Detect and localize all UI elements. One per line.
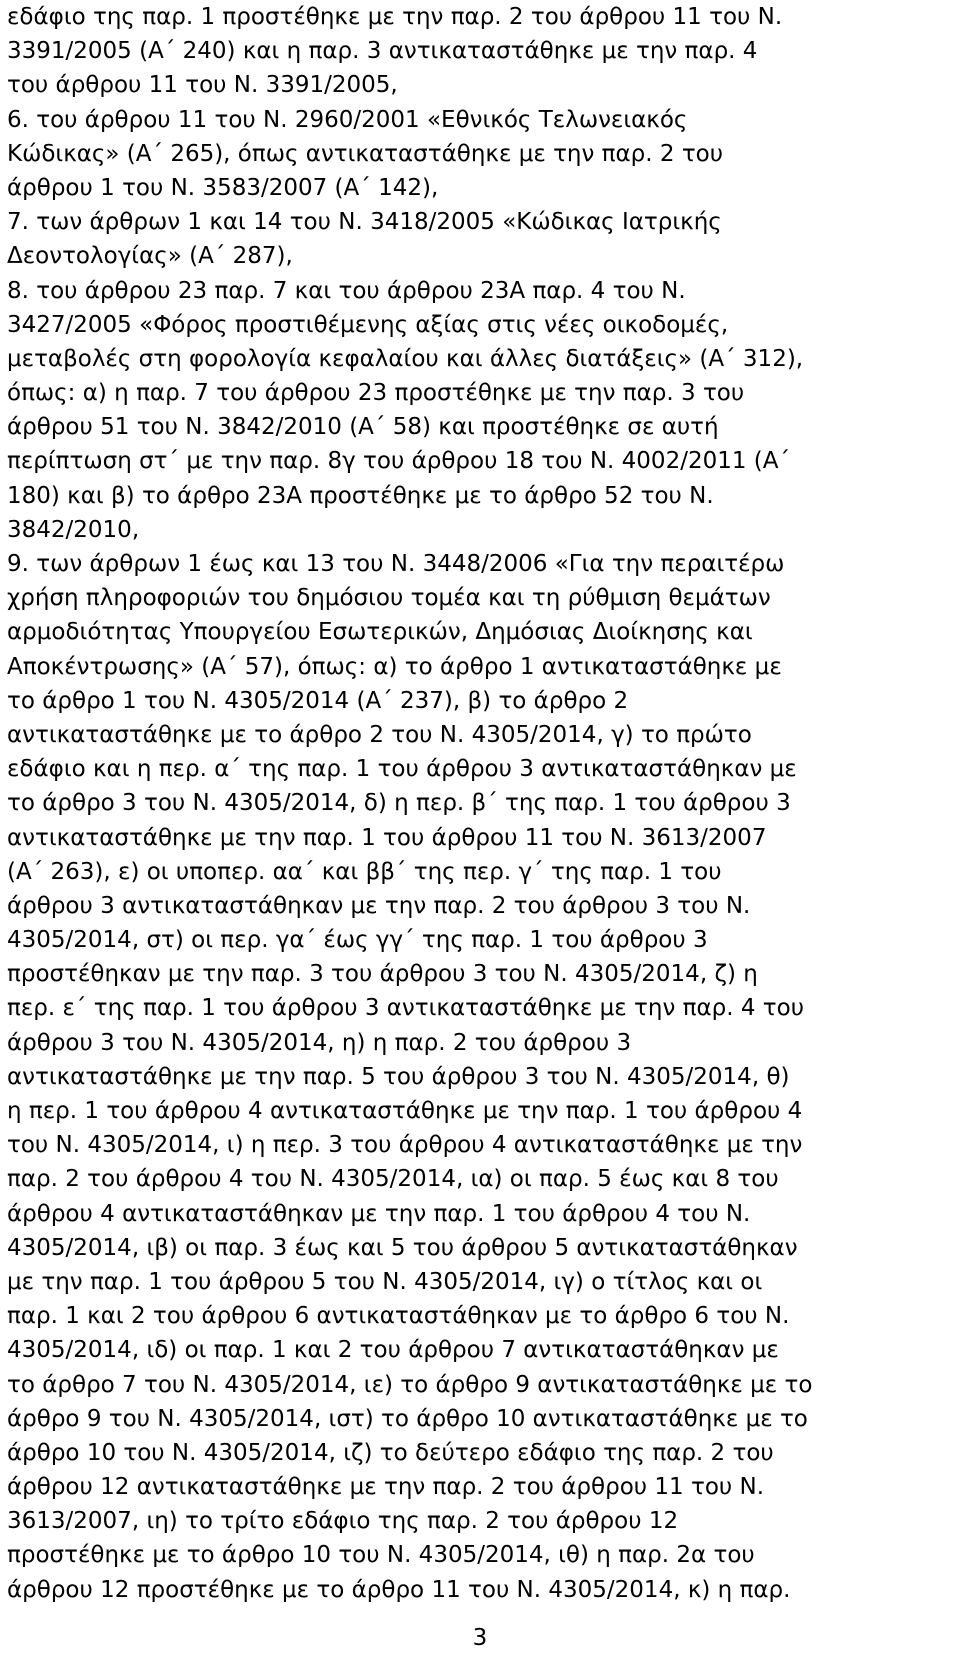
text-line: 8. του άρθρου 23 παρ. 7 και του άρθρου 23Α παρ. 4 του Ν.	[7, 277, 686, 304]
text-line: 4305/2014, στ) οι περ. γα΄ έως γγ΄ της παρ. 1 του άρθρου 3	[7, 927, 708, 954]
text-line: 3427/2005 «Φόρος προστιθέμενης αξίας στις νέες οικοδομές,	[7, 311, 729, 338]
text-line: άρθρου 4 αντικαταστάθηκαν με την παρ. 1 του άρθρου 4 του Ν.	[7, 1200, 751, 1227]
text-line: εδάφιο της παρ. 1 προστέθηκε με την παρ. 2 του άρθρου 11 του Ν.	[7, 4, 783, 30]
text-line: 3842/2010,	[7, 516, 140, 543]
text-line: 3613/2007, ιη) το τρίτο εδάφιο της παρ. 2 του άρθρου 12	[7, 1508, 679, 1535]
text-line: περίπτωση στ΄ με την παρ. 8γ του άρθρου 18 του Ν. 4002/2011 (Α΄	[7, 448, 790, 475]
text-line: (Α΄ 263), ε) οι υποπερ. αα΄ και ββ΄ της περ. γ΄ της παρ. 1 του	[7, 858, 722, 885]
text-line: περ. ε΄ της παρ. 1 του άρθρου 3 αντικαταστάθηκε με την παρ. 4 του	[7, 995, 805, 1022]
text-line: του άρθρου 11 του Ν. 3391/2005,	[7, 72, 398, 99]
page-number: 3	[472, 1625, 488, 1651]
text-line: άρθρου 12 προστέθηκε με το άρθρο 11 του Ν. 4305/2014, κ) η παρ.	[7, 1576, 791, 1603]
text-line: 3391/2005 (Α΄ 240) και η παρ. 3 αντικαταστάθηκε με την παρ. 4	[7, 38, 758, 65]
text-line: Κώδικας» (Α΄ 265), όπως αντικαταστάθηκε με την παρ. 2 του	[7, 140, 724, 167]
text-line: Δεοντολογίας» (Α΄ 287),	[7, 243, 293, 270]
text-line: το άρθρο 1 του Ν. 4305/2014 (Α΄ 237), β) το άρθρο 2	[7, 687, 629, 714]
text-line: εδάφιο και η περ. α΄ της παρ. 1 του άρθρου 3 αντικαταστάθηκαν με	[7, 756, 797, 783]
text-line: χρήση πληροφοριών του δημόσιου τομέα και τη ρύθμιση θεμάτων	[7, 585, 771, 612]
text-line: προστέθηκαν με την παρ. 3 του άρθρου 3 του Ν. 4305/2014, ζ) η	[7, 961, 758, 988]
text-line: αρμοδιότητας Υπουργείου Εσωτερικών, Δημόσιας Διοίκησης και	[7, 619, 753, 646]
text-line: 4305/2014, ιβ) οι παρ. 3 έως και 5 του άρθρου 5 αντικαταστάθηκαν	[7, 1234, 798, 1261]
text-line: αντικαταστάθηκε με το άρθρο 2 του Ν. 4305/2014, γ) το πρώτο	[7, 721, 752, 748]
text-line: άρθρου 51 του Ν. 3842/2010 (Α΄ 58) και προστέθηκε σε αυτή	[7, 414, 719, 441]
text-line: άρθρου 3 του Ν. 4305/2014, η) η παρ. 2 του άρθρου 3	[7, 1029, 632, 1056]
text-line: παρ. 1 και 2 του άρθρου 6 αντικαταστάθηκαν με το άρθρο 6 του Ν.	[7, 1303, 790, 1330]
text-line: προστέθηκε με το άρθρο 10 του Ν. 4305/2014, ιθ) η παρ. 2α του	[7, 1542, 755, 1569]
text-line: παρ. 2 του άρθρου 4 του Ν. 4305/2014, ια) οι παρ. 5 έως και 8 του	[7, 1166, 779, 1193]
text-line: 180) και β) το άρθρο 23Α προστέθηκε με το άρθρο 52 του Ν.	[7, 482, 714, 509]
text-line: 9. των άρθρων 1 έως και 13 του Ν. 3448/2006 «Για την περαιτέρω	[7, 551, 785, 577]
text-line: άρθρου 1 του Ν. 3583/2007 (Α΄ 142),	[7, 174, 439, 201]
text-line: άρθρου 3 αντικαταστάθηκαν με την παρ. 2 του άρθρου 3 του Ν.	[7, 892, 751, 919]
text-line: αντικαταστάθηκε με την παρ. 1 του άρθρου 11 του Ν. 3613/2007	[7, 824, 767, 851]
text-line: 4305/2014, ιδ) οι παρ. 1 και 2 του άρθρου 7 αντικαταστάθηκαν με	[7, 1337, 779, 1364]
text-line: όπως: α) η παρ. 7 του άρθρου 23 προστέθηκε με την παρ. 3 του	[7, 380, 745, 407]
text-line: 7. των άρθρων 1 και 14 του Ν. 3418/2005 «Κώδικας Ιατρικής	[7, 209, 722, 236]
text-line: με την παρ. 1 του άρθρου 5 του Ν. 4305/2014, ιγ) ο τίτλος και οι	[7, 1268, 763, 1295]
text-line: άρθρο 9 του Ν. 4305/2014, ιστ) το άρθρο 10 αντικαταστάθηκε με το	[7, 1405, 808, 1432]
text-line: Αποκέντρωσης» (Α΄ 57), όπως: α) το άρθρο 1 αντικαταστάθηκε με	[7, 653, 782, 680]
text-line: άρθρο 10 του Ν. 4305/2014, ιζ) το δεύτερο εδάφιο της παρ. 2 του	[7, 1439, 774, 1466]
text-line: του Ν. 4305/2014, ι) η περ. 3 του άρθρου 4 αντικαταστάθηκε με την	[7, 1132, 803, 1159]
text-line: 6. του άρθρου 11 του Ν. 2960/2001 «Εθνικός Τελωνειακός	[7, 106, 688, 133]
text-line: αντικαταστάθηκε με την παρ. 5 του άρθρου 3 του Ν. 4305/2014, θ)	[7, 1063, 790, 1090]
text-line: το άρθρο 3 του Ν. 4305/2014, δ) η περ. β΄ της παρ. 1 του άρθρου 3	[7, 790, 791, 817]
text-line: άρθρου 12 αντικαταστάθηκε με την παρ. 2 του άρθρου 11 του Ν.	[7, 1474, 765, 1501]
body-text	[7, 0, 952, 1607]
text-line: το άρθρο 7 του Ν. 4305/2014, ιε) το άρθρο 9 αντικαταστάθηκε με το	[7, 1371, 813, 1398]
text-line: η περ. 1 του άρθρου 4 αντικαταστάθηκε με την παρ. 1 του άρθρου 4	[7, 1098, 803, 1124]
text-line: μεταβολές στη φορολογία κεφαλαίου και άλλες διατάξεις» (Α΄ 312),	[7, 345, 804, 372]
